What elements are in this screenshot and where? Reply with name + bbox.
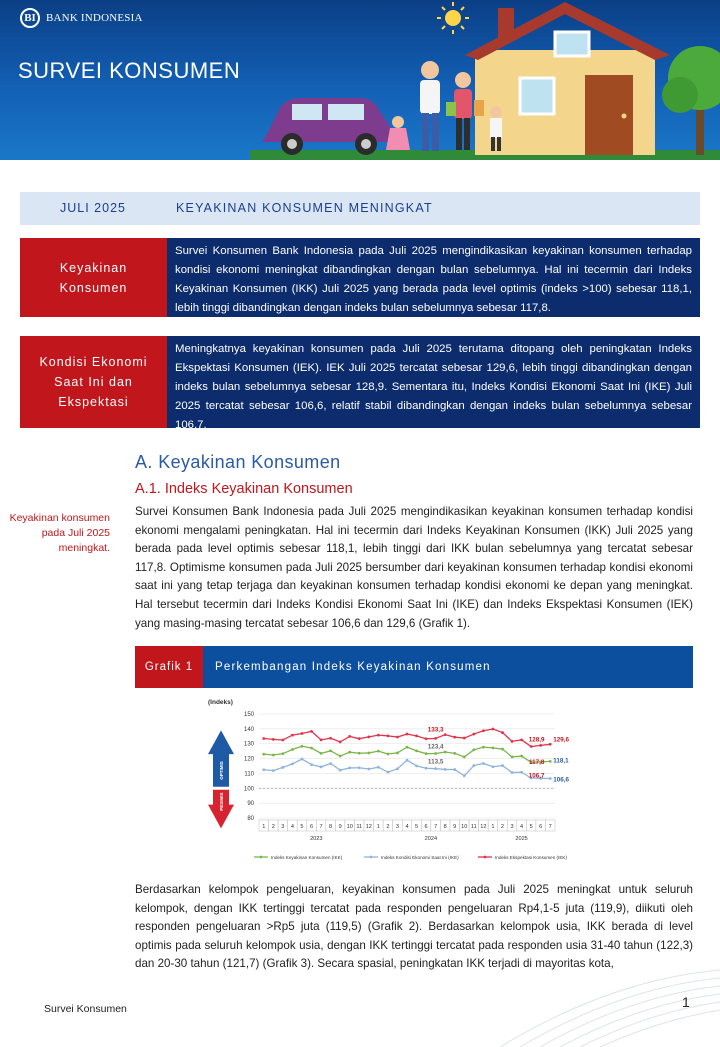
- data-label: 123,4: [427, 743, 444, 751]
- series-point: [520, 755, 523, 758]
- series-point: [482, 762, 485, 765]
- series-point: [492, 765, 495, 768]
- summary-text: Survei Konsumen Bank Indonesia pada Juli 2025 mengindikasikan keyakinan konsumen terhadap kondisi ekonomi meningkat dibandingkan dengan bulan sebelumnya. Hal ini tecermin dari Indeks Keyakinan Konsumen (IKK) Juli 2025 yang berada pada level optimis (indeks >100) sebesar 118,1, lebih tinggi dibandingkan dengan indeks bulan sebelumnya sebesar 117,8.: [167, 238, 700, 317]
- x-tick-label: 3: [510, 824, 514, 830]
- x-tick-label: 7: [548, 824, 552, 830]
- series-point: [472, 733, 475, 736]
- chart-header: [135, 646, 693, 688]
- series-point: [549, 777, 552, 780]
- x-tick-label: 9: [338, 824, 342, 830]
- series-point: [425, 767, 428, 770]
- bank-logo: [20, 8, 143, 28]
- series-point: [415, 764, 418, 767]
- car-icon: [262, 98, 390, 155]
- series-point: [272, 769, 275, 772]
- summary-box-keyakinan: [20, 238, 700, 317]
- series-point: [463, 737, 466, 740]
- pesimis-label: PESIMIS: [219, 792, 224, 811]
- data-label: 106,7: [528, 772, 545, 780]
- x-tick-label: 6: [424, 824, 428, 830]
- series-point: [272, 738, 275, 741]
- series-point: [387, 753, 390, 756]
- x-tick-label: 10: [346, 824, 353, 830]
- series-point: [396, 752, 399, 755]
- series-point: [511, 756, 514, 759]
- series-point: [463, 756, 466, 759]
- legend-marker: [370, 856, 373, 859]
- data-label: 129,6: [553, 736, 569, 744]
- series-point: [262, 737, 265, 740]
- x-tick-label: 1: [491, 824, 495, 830]
- ikk-line-chart: [198, 694, 578, 864]
- report-month: JULI 2025: [60, 201, 126, 215]
- x-tick-label: 2: [500, 824, 505, 830]
- date-headline-bar: [20, 192, 700, 225]
- x-tick-label: 4: [520, 824, 524, 830]
- series-point: [501, 748, 504, 751]
- series-point: [339, 741, 342, 744]
- y-axis-label: (Indeks): [208, 699, 233, 706]
- series-point: [377, 734, 380, 737]
- series-point: [549, 760, 552, 763]
- series-point: [301, 758, 304, 761]
- series-point: [472, 748, 475, 751]
- series-point: [281, 752, 284, 755]
- series-point: [492, 728, 495, 731]
- series-point: [415, 734, 418, 737]
- x-tick-label: 6: [309, 824, 314, 830]
- y-tick-label: 130: [243, 741, 254, 748]
- summary-text: Meningkatnya keyakinan konsumen pada Juli 2025 terutama ditopang oleh peningkatan Indeks Ekspektasi Konsumen (IEK). IEK Juli 2025 tercatat sebesar 129,6, lebih tinggi dibandingkan dengan indeks bulan sebelumnya sebesar 128,9. Sementara itu, Indeks Kondisi Ekonomi Saat Ini (IKE) Juli 2025 tercatat sebesar 106,6, relatif stabil dibandingkan dengan indeks bulan sebelumnya sebesar 106,7.: [167, 336, 700, 428]
- series-point: [444, 751, 447, 754]
- summary-label: Kondisi Ekonomi Saat Ini dan Ekspektasi: [20, 336, 167, 428]
- series-point: [358, 752, 361, 755]
- series-point: [406, 733, 409, 736]
- section-heading: A. Keyakinan Konsumen: [135, 452, 341, 472]
- body-paragraph: Survei Konsumen Bank Indonesia pada Juli 2025 mengindikasikan keyakinan konsumen terhadap kondisi ekonomi mengalami peningkatan. Hal ini tecermin dari Indeks Keyakinan Konsumen (IKK) Juli 2025 yang berada pada level optimis sebesar 118,1, lebih tinggi dari IKK bulan sebelumnya yang tercatat sebesar 117,8. Optimisme konsumen pada Juli 2025 bersumber dari keyakinan konsumen terhadap kondisi ekonomi saat ini yang tetap terjaga dan keyakinan konsumen terhadap kondisi ekonomi ke depan yang meningkat. Hal tersebut tecermin dari Indeks Kondisi Ekonomi Saat Ini (IKE) dan Indeks Ekspektasi Konsumen (IEK) yang masing-masing tercatat sebesar 106,6 dan 129,6 (Grafik 1).: [135, 505, 693, 630]
- x-tick-label: 3: [395, 824, 400, 830]
- y-tick-label: 150: [243, 712, 254, 718]
- x-tick-label: 1: [262, 824, 266, 830]
- legend-label: Indeks Kondisi Ekonomi Saat Ini (IKE): [381, 854, 459, 860]
- series-point: [262, 768, 265, 771]
- x-tick-label: 11: [356, 824, 363, 830]
- series-point: [320, 738, 323, 741]
- header-banner: [0, 0, 720, 160]
- series-point: [444, 768, 447, 771]
- series-point: [472, 764, 475, 767]
- x-tick-label: 7: [434, 824, 438, 830]
- x-tick-label: 2: [271, 824, 275, 830]
- series-point: [444, 733, 447, 736]
- x-tick-label: 1: [376, 824, 380, 830]
- x-tick-label: 3: [281, 824, 285, 830]
- x-year-label: 2023: [310, 836, 323, 842]
- series-point: [520, 771, 523, 774]
- summary-box-kondisi: [20, 336, 700, 431]
- series-point: [453, 768, 456, 771]
- x-tick-label: 11: [470, 824, 477, 830]
- subsection-heading: A.1. Indeks Keyakinan Konsumen: [135, 481, 353, 497]
- sun-icon: [437, 2, 469, 34]
- series-point: [425, 752, 428, 755]
- report-headline: KEYAKINAN KONSUMEN MENINGKAT: [176, 201, 433, 215]
- series-point: [310, 763, 313, 766]
- data-label: 117,8: [528, 758, 545, 766]
- series-point: [425, 737, 428, 740]
- series-line: [264, 759, 550, 778]
- y-tick-label: 140: [243, 726, 254, 733]
- series-point: [281, 766, 284, 769]
- legend-label: Indeks Keyakinan Konsumen (IKK): [271, 854, 343, 860]
- series-point: [511, 740, 514, 743]
- x-tick-label: 5: [529, 824, 533, 830]
- series-point: [348, 735, 351, 738]
- family-house-illustration: [250, 0, 720, 160]
- x-tick-label: 8: [443, 824, 447, 830]
- series-point: [291, 734, 294, 737]
- series-point: [320, 752, 323, 755]
- x-tick-label: 4: [290, 824, 294, 830]
- series-point: [358, 766, 361, 769]
- legend-marker: [484, 856, 487, 859]
- data-label: 106,6: [553, 776, 569, 784]
- series-point: [463, 774, 466, 777]
- data-label: 118,1: [553, 757, 569, 765]
- series-point: [301, 732, 304, 735]
- x-tick-label: 8: [329, 824, 333, 830]
- series-point: [549, 743, 552, 746]
- x-year-label: 2025: [515, 836, 528, 842]
- series-point: [310, 747, 313, 750]
- y-tick-label: 80: [247, 816, 254, 822]
- data-label: 113,5: [427, 758, 444, 766]
- series-point: [387, 734, 390, 737]
- series-point: [329, 749, 332, 752]
- body-paragraph: Berdasarkan kelompok pengeluaran, keyakinan konsumen pada Juli 2025 meningkat untuk seluruh kelompok, dengan IKK tertinggi tercatat pada responden pengeluaran Rp4,1-5 juta (119,9), diikuti oleh responden pengeluaran >Rp5 juta (119,5) (Grafik 2). Berdasarkan kelompok usia, IKK berada di level optimis pada seluruh kelompok usia, dengan IKK tertinggi tercatat pada responden usia 31-40 tahun (122,3) dan 20-30 tahun (121,7) (Grafik 3). Secara spasial, peningkatan IKK terjadi di mayoritas kota,: [135, 883, 693, 971]
- chart-number: Grafik 1: [135, 646, 203, 688]
- series-point: [482, 729, 485, 732]
- series-point: [406, 759, 409, 762]
- series-point: [501, 764, 504, 767]
- series-point: [320, 765, 323, 768]
- bank-logo-icon: BI: [20, 8, 40, 28]
- series-point: [453, 736, 456, 739]
- tree-icon: [662, 46, 720, 155]
- x-tick-label: 5: [300, 824, 304, 830]
- series-point: [387, 771, 390, 774]
- series-point: [329, 737, 332, 740]
- series-point: [272, 754, 275, 757]
- x-tick-label: 5: [414, 824, 419, 830]
- series-point: [301, 745, 304, 748]
- series-point: [348, 767, 351, 770]
- legend-label: Indeks Ekspektasi Konsumen (IEK): [495, 854, 568, 860]
- series-point: [434, 767, 437, 770]
- series-point: [511, 771, 514, 774]
- chart-title: Perkembangan Indeks Keyakinan Konsumen: [203, 646, 693, 688]
- series-point: [501, 731, 504, 734]
- x-tick-label: 7: [319, 824, 323, 830]
- series-point: [262, 753, 265, 756]
- series-point: [339, 755, 342, 758]
- series-point: [453, 752, 456, 755]
- series-point: [329, 762, 332, 765]
- page-number: 1: [682, 994, 690, 1010]
- series-point: [367, 752, 370, 755]
- x-tick-label: 4: [405, 824, 409, 830]
- series-point: [520, 738, 523, 741]
- x-tick-label: 6: [539, 824, 543, 830]
- series-point: [530, 745, 533, 748]
- margin-note: Keyakinan konsumen pada Juli 2025 meningkat.: [9, 512, 110, 554]
- y-tick-label: 90: [247, 801, 254, 808]
- series-point: [281, 739, 284, 742]
- data-label: 133,3: [427, 726, 444, 734]
- series-point: [434, 752, 437, 755]
- x-tick-label: 2: [386, 824, 390, 830]
- series-point: [358, 737, 361, 740]
- data-label: 128,9: [528, 736, 545, 744]
- series-point: [367, 735, 370, 738]
- legend-marker: [260, 856, 263, 859]
- x-tick-label: 9: [453, 824, 457, 830]
- series-point: [377, 766, 380, 769]
- series-point: [291, 763, 294, 766]
- series-point: [482, 746, 485, 749]
- series-point: [339, 769, 342, 772]
- series-point: [539, 744, 542, 747]
- series-point: [310, 730, 313, 733]
- x-tick-label: 12: [480, 824, 487, 830]
- footer-publication: Survei Konsumen: [44, 1003, 127, 1015]
- series-point: [291, 748, 294, 751]
- series-point: [415, 749, 418, 752]
- x-year-label: 2024: [424, 836, 438, 842]
- series-point: [492, 746, 495, 749]
- series-point: [377, 750, 380, 753]
- x-tick-label: 12: [365, 824, 372, 830]
- series-point: [434, 737, 437, 740]
- series-point: [348, 751, 351, 754]
- summary-label: Keyakinan Konsumen: [20, 238, 167, 317]
- optimis-label: OPTIMIS: [219, 761, 224, 780]
- x-tick-label: 10: [461, 824, 468, 830]
- series-point: [406, 746, 409, 749]
- series-point: [396, 736, 399, 739]
- y-tick-label: 110: [244, 771, 254, 778]
- bank-logo-text: BANK INDONESIA: [46, 12, 143, 24]
- series-point: [367, 768, 370, 771]
- series-point: [396, 767, 399, 770]
- y-tick-label: 120: [243, 756, 254, 763]
- y-tick-label: 100: [243, 786, 254, 793]
- report-title: SURVEI KONSUMEN: [18, 58, 241, 83]
